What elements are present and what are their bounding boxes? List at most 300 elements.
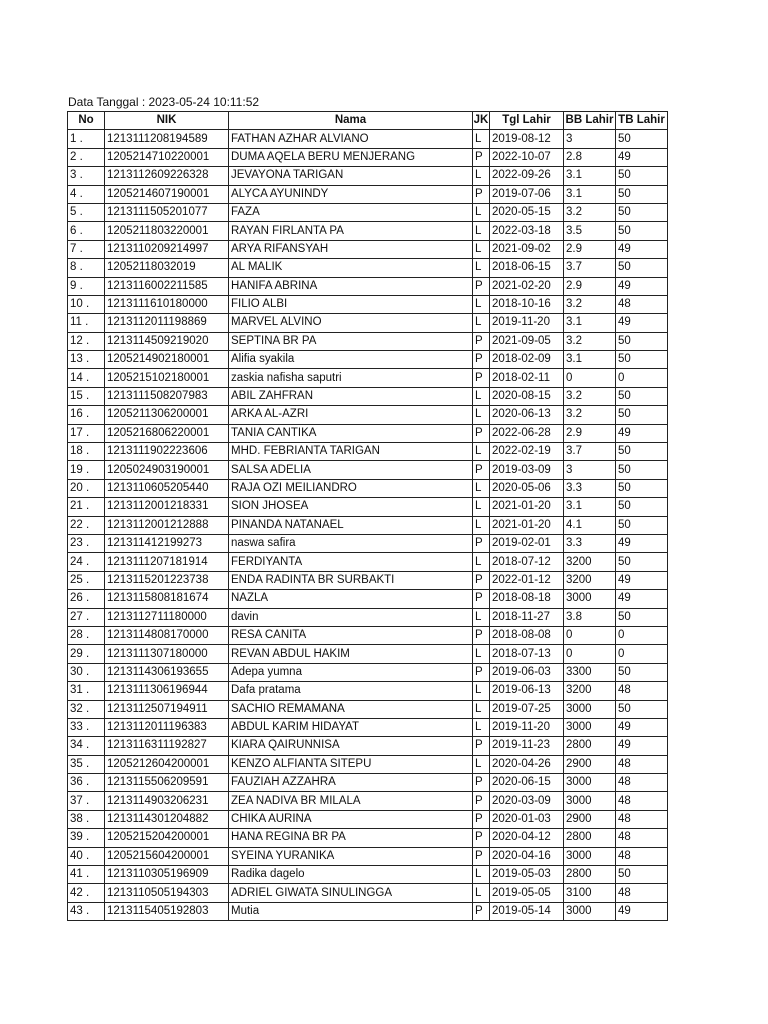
table-row (68, 148, 668, 166)
cell-bb-lahir: 3.1 (564, 498, 616, 516)
cell-nik: 1213112001218331 (105, 498, 229, 516)
cell-tb-lahir: 49 (616, 240, 668, 258)
cell-tgl-lahir: 2020-06-15 (490, 774, 564, 792)
cell-nik: 1213111208194589 (105, 130, 229, 148)
cell-tgl-lahir: 2021-02-20 (490, 277, 564, 295)
cell-tgl-lahir: 2019-03-09 (490, 461, 564, 479)
cell-no: 35 . (68, 755, 105, 773)
cell-tb-lahir: 49 (616, 718, 668, 736)
cell-no: 12 . (68, 332, 105, 350)
cell-bb-lahir: 2900 (564, 810, 616, 828)
cell-nik: 1213111207181914 (105, 553, 229, 571)
cell-no: 30 . (68, 663, 105, 681)
cell-jk: L (473, 700, 490, 718)
cell-tgl-lahir: 2019-02-01 (490, 534, 564, 552)
table-row (68, 130, 668, 148)
cell-no: 5 . (68, 203, 105, 221)
cell-nik: 1213116002211585 (105, 277, 229, 295)
cell-no: 26 . (68, 590, 105, 608)
cell-bb-lahir: 3.7 (564, 259, 616, 277)
cell-nik: 1205214710220001 (105, 148, 229, 166)
table-row (68, 351, 668, 369)
cell-jk: L (473, 387, 490, 405)
table-row (68, 829, 668, 847)
cell-nama: MHD. FEBRIANTA TARIGAN (229, 443, 473, 461)
cell-no: 36 . (68, 774, 105, 792)
cell-tb-lahir: 50 (616, 461, 668, 479)
cell-no: 28 . (68, 626, 105, 644)
cell-tb-lahir: 50 (616, 866, 668, 884)
cell-jk: L (473, 314, 490, 332)
cell-tgl-lahir: 2021-01-20 (490, 498, 564, 516)
table-row (68, 534, 668, 552)
cell-bb-lahir: 2.8 (564, 148, 616, 166)
cell-tb-lahir: 0 (616, 645, 668, 663)
cell-no: 33 . (68, 718, 105, 736)
cell-jk: P (473, 185, 490, 203)
cell-jk: P (473, 626, 490, 644)
cell-nama: FERDIYANTA (229, 553, 473, 571)
cell-no: 27 . (68, 608, 105, 626)
cell-bb-lahir: 3.7 (564, 443, 616, 461)
cell-tgl-lahir: 2018-07-12 (490, 553, 564, 571)
cell-tb-lahir: 50 (616, 479, 668, 497)
cell-jk: L (473, 167, 490, 185)
cell-nama: FILIO ALBI (229, 295, 473, 313)
cell-jk: P (473, 369, 490, 387)
table-row (68, 295, 668, 313)
column-header-bb-lahir: BB Lahir (564, 112, 616, 130)
cell-no: 37 . (68, 792, 105, 810)
cell-tb-lahir: 49 (616, 571, 668, 589)
cell-no: 1 . (68, 130, 105, 148)
cell-bb-lahir: 3100 (564, 884, 616, 902)
cell-bb-lahir: 3000 (564, 718, 616, 736)
cell-jk: L (473, 443, 490, 461)
cell-nama: FATHAN AZHAR ALVIANO (229, 130, 473, 148)
cell-nama: RAYAN FIRLANTA PA (229, 222, 473, 240)
cell-nik: 1213110305196909 (105, 866, 229, 884)
cell-nik: 1205212604200001 (105, 755, 229, 773)
cell-tgl-lahir: 2022-06-28 (490, 424, 564, 442)
table-row (68, 571, 668, 589)
table-row (68, 277, 668, 295)
cell-nama: FAZA (229, 203, 473, 221)
column-header-nik: NIK (105, 112, 229, 130)
cell-jk: L (473, 608, 490, 626)
cell-no: 15 . (68, 387, 105, 405)
cell-tgl-lahir: 2020-08-15 (490, 387, 564, 405)
cell-tgl-lahir: 2021-01-20 (490, 516, 564, 534)
cell-no: 34 . (68, 737, 105, 755)
cell-bb-lahir: 2800 (564, 737, 616, 755)
cell-tgl-lahir: 2020-04-16 (490, 847, 564, 865)
cell-jk: L (473, 295, 490, 313)
cell-nama: Alifia syakila (229, 351, 473, 369)
cell-nama: HANIFA ABRINA (229, 277, 473, 295)
cell-nik: 1205214607190001 (105, 185, 229, 203)
cell-tgl-lahir: 2020-06-13 (490, 406, 564, 424)
cell-tb-lahir: 50 (616, 608, 668, 626)
cell-nama: MARVEL ALVINO (229, 314, 473, 332)
cell-no: 4 . (68, 185, 105, 203)
cell-nama: TANIA CANTIKA (229, 424, 473, 442)
cell-no: 25 . (68, 571, 105, 589)
cell-jk: L (473, 884, 490, 902)
cell-tb-lahir: 49 (616, 590, 668, 608)
cell-bb-lahir: 4.1 (564, 516, 616, 534)
cell-jk: L (473, 406, 490, 424)
cell-nama: RAJA OZI MEILIANDRO (229, 479, 473, 497)
cell-jk: L (473, 222, 490, 240)
cell-bb-lahir: 3.1 (564, 185, 616, 203)
cell-nama: Mutia (229, 902, 473, 920)
cell-bb-lahir: 3000 (564, 590, 616, 608)
cell-jk: L (473, 866, 490, 884)
cell-jk: P (473, 534, 490, 552)
cell-nama: Radika dagelo (229, 866, 473, 884)
cell-nama: SYEINA YURANIKA (229, 847, 473, 865)
table-row (68, 590, 668, 608)
cell-tgl-lahir: 2018-07-13 (490, 645, 564, 663)
table-row (68, 626, 668, 644)
cell-jk: P (473, 148, 490, 166)
cell-tb-lahir: 49 (616, 277, 668, 295)
cell-no: 20 . (68, 479, 105, 497)
cell-nik: 121311412199273 (105, 534, 229, 552)
table-row (68, 902, 668, 920)
cell-bb-lahir: 2800 (564, 866, 616, 884)
cell-bb-lahir: 3000 (564, 847, 616, 865)
cell-bb-lahir: 2800 (564, 829, 616, 847)
cell-tb-lahir: 49 (616, 314, 668, 332)
cell-tb-lahir: 48 (616, 829, 668, 847)
cell-jk: P (473, 810, 490, 828)
cell-tgl-lahir: 2019-11-20 (490, 314, 564, 332)
cell-no: 31 . (68, 682, 105, 700)
cell-nik: 1213112011198869 (105, 314, 229, 332)
cell-nik: 1213112001212888 (105, 516, 229, 534)
cell-tb-lahir: 50 (616, 700, 668, 718)
cell-bb-lahir: 3200 (564, 571, 616, 589)
cell-bb-lahir: 3.3 (564, 534, 616, 552)
cell-no: 8 . (68, 259, 105, 277)
cell-no: 24 . (68, 553, 105, 571)
table-row (68, 259, 668, 277)
table-row (68, 479, 668, 497)
cell-tgl-lahir: 2019-06-03 (490, 663, 564, 681)
cell-no: 42 . (68, 884, 105, 902)
cell-tb-lahir: 50 (616, 203, 668, 221)
cell-tb-lahir: 50 (616, 185, 668, 203)
cell-bb-lahir: 2.9 (564, 277, 616, 295)
cell-nik: 1213112011196383 (105, 718, 229, 736)
cell-nama: ARKA AL-AZRI (229, 406, 473, 424)
cell-nama: HANA REGINA BR PA (229, 829, 473, 847)
cell-nama: ENDA RADINTA BR SURBAKTI (229, 571, 473, 589)
cell-no: 3 . (68, 167, 105, 185)
column-header-tgl-lahir: Tgl Lahir (490, 112, 564, 130)
table-row (68, 314, 668, 332)
cell-nama: RESA CANITA (229, 626, 473, 644)
cell-tgl-lahir: 2018-10-16 (490, 295, 564, 313)
cell-tgl-lahir: 2018-02-09 (490, 351, 564, 369)
cell-jk: P (473, 847, 490, 865)
cell-tb-lahir: 49 (616, 534, 668, 552)
cell-tb-lahir: 49 (616, 148, 668, 166)
table-header-row (68, 112, 668, 130)
cell-jk: P (473, 277, 490, 295)
cell-nama: zaskia nafisha saputri (229, 369, 473, 387)
cell-tb-lahir: 50 (616, 387, 668, 405)
cell-nik: 1213111610180000 (105, 295, 229, 313)
cell-nik: 12052118032019 (105, 259, 229, 277)
cell-tgl-lahir: 2022-10-07 (490, 148, 564, 166)
cell-nik: 1213115506209591 (105, 774, 229, 792)
cell-tb-lahir: 0 (616, 626, 668, 644)
cell-tgl-lahir: 2018-02-11 (490, 369, 564, 387)
cell-bb-lahir: 3.2 (564, 406, 616, 424)
cell-tgl-lahir: 2022-01-12 (490, 571, 564, 589)
cell-jk: P (473, 737, 490, 755)
cell-nama: REVAN ABDUL HAKIM (229, 645, 473, 663)
cell-tb-lahir: 48 (616, 792, 668, 810)
cell-jk: P (473, 332, 490, 350)
table-row (68, 884, 668, 902)
cell-tgl-lahir: 2020-01-03 (490, 810, 564, 828)
cell-bb-lahir: 2.9 (564, 424, 616, 442)
cell-tb-lahir: 50 (616, 516, 668, 534)
cell-nik: 1205214902180001 (105, 351, 229, 369)
table-row (68, 406, 668, 424)
cell-jk: L (473, 718, 490, 736)
table-row (68, 498, 668, 516)
cell-no: 18 . (68, 443, 105, 461)
cell-bb-lahir: 2900 (564, 755, 616, 773)
cell-tgl-lahir: 2021-09-02 (490, 240, 564, 258)
cell-tb-lahir: 0 (616, 369, 668, 387)
cell-nik: 1213114306193655 (105, 663, 229, 681)
cell-no: 17 . (68, 424, 105, 442)
cell-nama: ABDUL KARIM HIDAYAT (229, 718, 473, 736)
cell-tgl-lahir: 2020-04-26 (490, 755, 564, 773)
cell-tgl-lahir: 2019-06-13 (490, 682, 564, 700)
table-row (68, 240, 668, 258)
cell-nama: SION JHOSEA (229, 498, 473, 516)
cell-no: 29 . (68, 645, 105, 663)
cell-no: 19 . (68, 461, 105, 479)
cell-bb-lahir: 3.2 (564, 387, 616, 405)
cell-tgl-lahir: 2019-05-03 (490, 866, 564, 884)
cell-bb-lahir: 3.8 (564, 608, 616, 626)
cell-no: 32 . (68, 700, 105, 718)
cell-nik: 1205211803220001 (105, 222, 229, 240)
cell-tb-lahir: 50 (616, 553, 668, 571)
table-row (68, 222, 668, 240)
cell-nik: 1213110605205440 (105, 479, 229, 497)
cell-bb-lahir: 0 (564, 645, 616, 663)
cell-nik: 1213110505194303 (105, 884, 229, 902)
cell-tb-lahir: 50 (616, 663, 668, 681)
table-row (68, 663, 668, 681)
table-row (68, 645, 668, 663)
cell-bb-lahir: 3 (564, 130, 616, 148)
cell-nik: 1205211306200001 (105, 406, 229, 424)
cell-tb-lahir: 50 (616, 259, 668, 277)
cell-tgl-lahir: 2019-11-20 (490, 718, 564, 736)
cell-nik: 1213111306196944 (105, 682, 229, 700)
cell-nik: 1205215204200001 (105, 829, 229, 847)
cell-bb-lahir: 0 (564, 626, 616, 644)
cell-jk: L (473, 553, 490, 571)
data-table (67, 111, 668, 921)
cell-nik: 1213112609226328 (105, 167, 229, 185)
table-row (68, 755, 668, 773)
cell-jk: P (473, 774, 490, 792)
cell-nik: 1205215102180001 (105, 369, 229, 387)
table-row (68, 737, 668, 755)
cell-tgl-lahir: 2018-06-15 (490, 259, 564, 277)
table-row (68, 774, 668, 792)
table-row (68, 424, 668, 442)
cell-tb-lahir: 48 (616, 810, 668, 828)
cell-no: 40 . (68, 847, 105, 865)
table-row (68, 553, 668, 571)
cell-nama: ALYCA AYUNINDY (229, 185, 473, 203)
table-row (68, 461, 668, 479)
cell-jk: P (473, 461, 490, 479)
cell-no: 10 . (68, 295, 105, 313)
cell-jk: L (473, 479, 490, 497)
cell-jk: L (473, 203, 490, 221)
cell-tb-lahir: 48 (616, 774, 668, 792)
cell-bb-lahir: 3200 (564, 553, 616, 571)
cell-bb-lahir: 3.1 (564, 351, 616, 369)
table-row (68, 866, 668, 884)
cell-nik: 1213111508207983 (105, 387, 229, 405)
cell-jk: P (473, 792, 490, 810)
cell-no: 6 . (68, 222, 105, 240)
cell-bb-lahir: 3300 (564, 663, 616, 681)
cell-nama: ARYA RIFANSYAH (229, 240, 473, 258)
table-row (68, 185, 668, 203)
cell-nik: 1213114808170000 (105, 626, 229, 644)
table-row (68, 847, 668, 865)
table-row (68, 203, 668, 221)
cell-nik: 1213116311192827 (105, 737, 229, 755)
cell-no: 41 . (68, 866, 105, 884)
cell-bb-lahir: 2.9 (564, 240, 616, 258)
cell-jk: P (473, 351, 490, 369)
column-header-nama: Nama (229, 112, 473, 130)
cell-no: 43 . (68, 902, 105, 920)
table-row (68, 332, 668, 350)
cell-bb-lahir: 3.2 (564, 203, 616, 221)
cell-nik: 1213111505201077 (105, 203, 229, 221)
cell-nik: 1213110209214997 (105, 240, 229, 258)
cell-nama: ZEA NADIVA BR MILALA (229, 792, 473, 810)
cell-nama: DUMA AQELA BERU MENJERANG (229, 148, 473, 166)
cell-bb-lahir: 3.1 (564, 314, 616, 332)
cell-nama: NAZLA (229, 590, 473, 608)
cell-tb-lahir: 48 (616, 682, 668, 700)
cell-no: 13 . (68, 351, 105, 369)
column-header-no: No (68, 112, 105, 130)
cell-nama: ABIL ZAHFRAN (229, 387, 473, 405)
cell-no: 23 . (68, 534, 105, 552)
cell-tb-lahir: 50 (616, 498, 668, 516)
cell-tb-lahir: 50 (616, 222, 668, 240)
cell-nama: AL MALIK (229, 259, 473, 277)
cell-jk: L (473, 682, 490, 700)
cell-nik: 1213115405192803 (105, 902, 229, 920)
cell-tb-lahir: 48 (616, 755, 668, 773)
cell-nama: JEVAYONA TARIGAN (229, 167, 473, 185)
cell-nik: 1213115201223738 (105, 571, 229, 589)
cell-nik: 1213115808181674 (105, 590, 229, 608)
cell-bb-lahir: 3.2 (564, 332, 616, 350)
cell-tgl-lahir: 2019-11-23 (490, 737, 564, 755)
cell-bb-lahir: 0 (564, 369, 616, 387)
cell-bb-lahir: 3 (564, 461, 616, 479)
cell-no: 14 . (68, 369, 105, 387)
column-header-jk: JK (473, 112, 490, 130)
cell-bb-lahir: 3.1 (564, 167, 616, 185)
cell-nama: Adepa yumna (229, 663, 473, 681)
cell-tb-lahir: 50 (616, 406, 668, 424)
cell-tgl-lahir: 2022-09-26 (490, 167, 564, 185)
table-row (68, 608, 668, 626)
cell-jk: P (473, 663, 490, 681)
cell-jk: L (473, 645, 490, 663)
cell-tb-lahir: 50 (616, 351, 668, 369)
cell-tb-lahir: 50 (616, 332, 668, 350)
cell-nama: SEPTINA BR PA (229, 332, 473, 350)
cell-nama: KIARA QAIRUNNISA (229, 737, 473, 755)
table-row (68, 516, 668, 534)
cell-nik: 1213112711180000 (105, 608, 229, 626)
cell-nik: 1205215604200001 (105, 847, 229, 865)
cell-nama: SACHIO REMAMANA (229, 700, 473, 718)
cell-jk: P (473, 829, 490, 847)
cell-jk: L (473, 240, 490, 258)
cell-tgl-lahir: 2021-09-05 (490, 332, 564, 350)
cell-nik: 1213111307180000 (105, 645, 229, 663)
cell-no: 9 . (68, 277, 105, 295)
table-body (68, 130, 668, 921)
cell-tb-lahir: 49 (616, 737, 668, 755)
cell-bb-lahir: 3000 (564, 792, 616, 810)
cell-tgl-lahir: 2020-05-06 (490, 479, 564, 497)
cell-tgl-lahir: 2022-03-18 (490, 222, 564, 240)
cell-bb-lahir: 3000 (564, 700, 616, 718)
cell-bb-lahir: 3200 (564, 682, 616, 700)
cell-tgl-lahir: 2019-08-12 (490, 130, 564, 148)
cell-tb-lahir: 50 (616, 130, 668, 148)
cell-no: 2 . (68, 148, 105, 166)
table-row (68, 167, 668, 185)
cell-nik: 1213111902223606 (105, 443, 229, 461)
cell-nama: ADRIEL GIWATA SINULINGGA (229, 884, 473, 902)
cell-nik: 1205024903190001 (105, 461, 229, 479)
cell-nama: FAUZIAH AZZAHRA (229, 774, 473, 792)
cell-no: 7 . (68, 240, 105, 258)
cell-jk: L (473, 498, 490, 516)
table-row (68, 700, 668, 718)
cell-no: 21 . (68, 498, 105, 516)
table-row (68, 443, 668, 461)
cell-tgl-lahir: 2020-03-09 (490, 792, 564, 810)
